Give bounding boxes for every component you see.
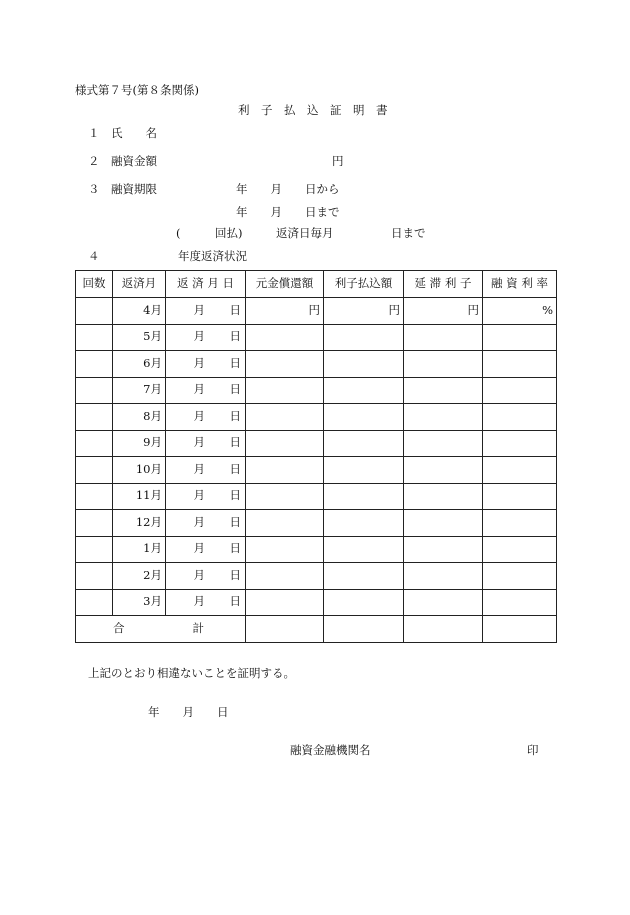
month-cell: 3月	[113, 589, 166, 616]
late-interest-cell[interactable]	[404, 377, 483, 404]
total-interest[interactable]	[324, 616, 404, 643]
column-header: 延 滞 利 子	[404, 271, 483, 298]
day-unit: 日	[229, 488, 241, 503]
month-unit: 月	[193, 435, 205, 450]
page-title: 利 子 払 込 証 明 書	[238, 103, 388, 117]
month-unit: 月	[193, 541, 205, 556]
principal-cell[interactable]	[246, 324, 324, 351]
rate-cell[interactable]	[483, 298, 557, 325]
total-right: 計	[192, 620, 204, 635]
yen-unit: 円	[388, 302, 400, 317]
day-unit: 日	[229, 514, 241, 529]
late-interest-cell[interactable]	[404, 483, 483, 510]
month-cell: 2月	[113, 563, 166, 590]
count-cell[interactable]	[76, 536, 113, 563]
principal-cell[interactable]	[246, 589, 324, 616]
interest-cell[interactable]	[324, 589, 404, 616]
total-late[interactable]	[404, 616, 483, 643]
date-cell[interactable]	[166, 404, 246, 431]
late-interest-cell[interactable]	[404, 510, 483, 537]
table-row	[76, 351, 557, 378]
total-left: 合	[113, 620, 125, 635]
count-cell[interactable]	[76, 563, 113, 590]
month-cell: 10月	[113, 457, 166, 484]
principal-cell[interactable]	[246, 563, 324, 590]
table-row	[76, 563, 557, 590]
table-row	[76, 483, 557, 510]
table-row	[76, 404, 557, 431]
rate-cell[interactable]	[483, 457, 557, 484]
date-cell[interactable]	[166, 589, 246, 616]
count-cell[interactable]	[76, 324, 113, 351]
month-unit: 月	[193, 461, 205, 476]
rate-cell[interactable]	[483, 536, 557, 563]
rate-cell[interactable]	[483, 563, 557, 590]
principal-cell[interactable]	[246, 351, 324, 378]
month-unit: 月	[193, 567, 205, 582]
month-unit: 月	[193, 302, 205, 317]
period-from: 年 月 日から	[236, 182, 340, 196]
late-interest-cell[interactable]	[404, 324, 483, 351]
date-cell[interactable]	[166, 298, 246, 325]
month-unit: 月	[193, 355, 205, 370]
day-unit: 日	[229, 567, 241, 582]
date-cell[interactable]	[166, 563, 246, 590]
date-cell[interactable]	[166, 377, 246, 404]
table-row	[76, 298, 557, 325]
status-number: ４	[88, 249, 100, 263]
rate-cell[interactable]	[483, 377, 557, 404]
late-interest-cell[interactable]	[404, 536, 483, 563]
month-cell: 11月	[113, 483, 166, 510]
institution-label: 融資金融機関名	[290, 743, 371, 757]
date-cell[interactable]	[166, 536, 246, 563]
late-interest-cell[interactable]	[404, 404, 483, 431]
interest-cell[interactable]	[324, 430, 404, 457]
table-header-row	[76, 271, 557, 298]
status-label: 年度返済状況	[178, 249, 247, 263]
date-cell[interactable]	[166, 510, 246, 537]
count-cell[interactable]	[76, 351, 113, 378]
period-to: 年 月 日まで	[236, 205, 340, 219]
month-unit: 月	[193, 488, 205, 503]
count-cell[interactable]	[76, 510, 113, 537]
late-interest-cell[interactable]	[404, 298, 483, 325]
installments: ( 回払)	[176, 226, 243, 240]
day-unit: 日	[229, 329, 241, 344]
day-unit: 日	[229, 302, 241, 317]
table-row	[76, 377, 557, 404]
date-cell[interactable]	[166, 457, 246, 484]
interest-cell[interactable]	[324, 377, 404, 404]
interest-cell[interactable]	[324, 298, 404, 325]
month-cell: 5月	[113, 324, 166, 351]
count-cell[interactable]	[76, 377, 113, 404]
rate-cell[interactable]	[483, 510, 557, 537]
table-row	[76, 536, 557, 563]
interest-cell[interactable]	[324, 563, 404, 590]
day-unit: 日	[229, 355, 241, 370]
interest-cell[interactable]	[324, 457, 404, 484]
principal-cell[interactable]	[246, 536, 324, 563]
column-header: 返済月	[113, 271, 166, 298]
yen-unit: 円	[308, 302, 320, 317]
month-unit: 月	[193, 514, 205, 529]
column-header: 回数	[76, 271, 113, 298]
day-unit: 日	[229, 594, 241, 609]
month-cell: 1月	[113, 536, 166, 563]
date-field: 年 月 日	[148, 705, 229, 719]
late-interest-cell[interactable]	[404, 457, 483, 484]
count-cell[interactable]	[76, 404, 113, 431]
total-principal[interactable]	[246, 616, 324, 643]
month-unit: 月	[193, 329, 205, 344]
due-day: 返済日毎月 日まで	[276, 226, 426, 240]
interest-cell[interactable]	[324, 536, 404, 563]
day-unit: 日	[229, 408, 241, 423]
table-row	[76, 510, 557, 537]
count-cell[interactable]	[76, 483, 113, 510]
rate-cell[interactable]	[483, 483, 557, 510]
date-cell[interactable]	[166, 483, 246, 510]
principal-cell[interactable]	[246, 298, 324, 325]
day-unit: 日	[229, 382, 241, 397]
interest-cell[interactable]	[324, 510, 404, 537]
percent-unit: %	[542, 302, 553, 317]
month-cell: 8月	[113, 404, 166, 431]
day-unit: 日	[229, 461, 241, 476]
form-number: 様式第７号(第８条関係)	[75, 83, 199, 97]
name-label: １ 氏 名	[88, 126, 157, 140]
column-header: 利子払込額	[324, 271, 404, 298]
table-row	[76, 589, 557, 616]
amount-yen: 円	[332, 154, 344, 168]
total-row	[76, 616, 557, 643]
column-header: 融 資 利 率	[483, 271, 557, 298]
rate-cell[interactable]	[483, 589, 557, 616]
column-header: 返 済 月 日	[166, 271, 246, 298]
month-cell: 7月	[113, 377, 166, 404]
principal-cell[interactable]	[246, 430, 324, 457]
late-interest-cell[interactable]	[404, 563, 483, 590]
month-cell: 12月	[113, 510, 166, 537]
principal-cell[interactable]	[246, 510, 324, 537]
rate-cell[interactable]	[483, 430, 557, 457]
amount-label: ２ 融資金額	[88, 154, 157, 168]
principal-cell[interactable]	[246, 483, 324, 510]
total-rate[interactable]	[483, 616, 557, 643]
day-unit: 日	[229, 435, 241, 450]
late-interest-cell[interactable]	[404, 589, 483, 616]
count-cell[interactable]	[76, 430, 113, 457]
rate-cell[interactable]	[483, 404, 557, 431]
interest-cell[interactable]	[324, 404, 404, 431]
rate-cell[interactable]	[483, 324, 557, 351]
interest-cell[interactable]	[324, 351, 404, 378]
total-label	[76, 616, 246, 643]
principal-cell[interactable]	[246, 377, 324, 404]
interest-cell[interactable]	[324, 324, 404, 351]
day-unit: 日	[229, 541, 241, 556]
date-cell[interactable]	[166, 351, 246, 378]
seal-mark: 印	[527, 743, 539, 757]
month-cell: 4月	[113, 298, 166, 325]
principal-cell[interactable]	[246, 404, 324, 431]
interest-cell[interactable]	[324, 483, 404, 510]
date-cell[interactable]	[166, 324, 246, 351]
table-row	[76, 324, 557, 351]
table-row	[76, 430, 557, 457]
date-cell[interactable]	[166, 430, 246, 457]
count-cell[interactable]	[76, 457, 113, 484]
rate-cell[interactable]	[483, 351, 557, 378]
repayment-table	[75, 270, 557, 643]
late-interest-cell[interactable]	[404, 351, 483, 378]
month-unit: 月	[193, 408, 205, 423]
table-row	[76, 457, 557, 484]
count-cell[interactable]	[76, 298, 113, 325]
period-label: ３ 融資期限	[88, 182, 157, 196]
yen-unit: 円	[467, 302, 479, 317]
column-header: 元金償還額	[246, 271, 324, 298]
late-interest-cell[interactable]	[404, 430, 483, 457]
month-unit: 月	[193, 382, 205, 397]
month-cell: 6月	[113, 351, 166, 378]
certify-text: 上記のとおり相違ないことを証明する。	[88, 666, 295, 680]
principal-cell[interactable]	[246, 457, 324, 484]
month-unit: 月	[193, 594, 205, 609]
month-cell: 9月	[113, 430, 166, 457]
count-cell[interactable]	[76, 589, 113, 616]
